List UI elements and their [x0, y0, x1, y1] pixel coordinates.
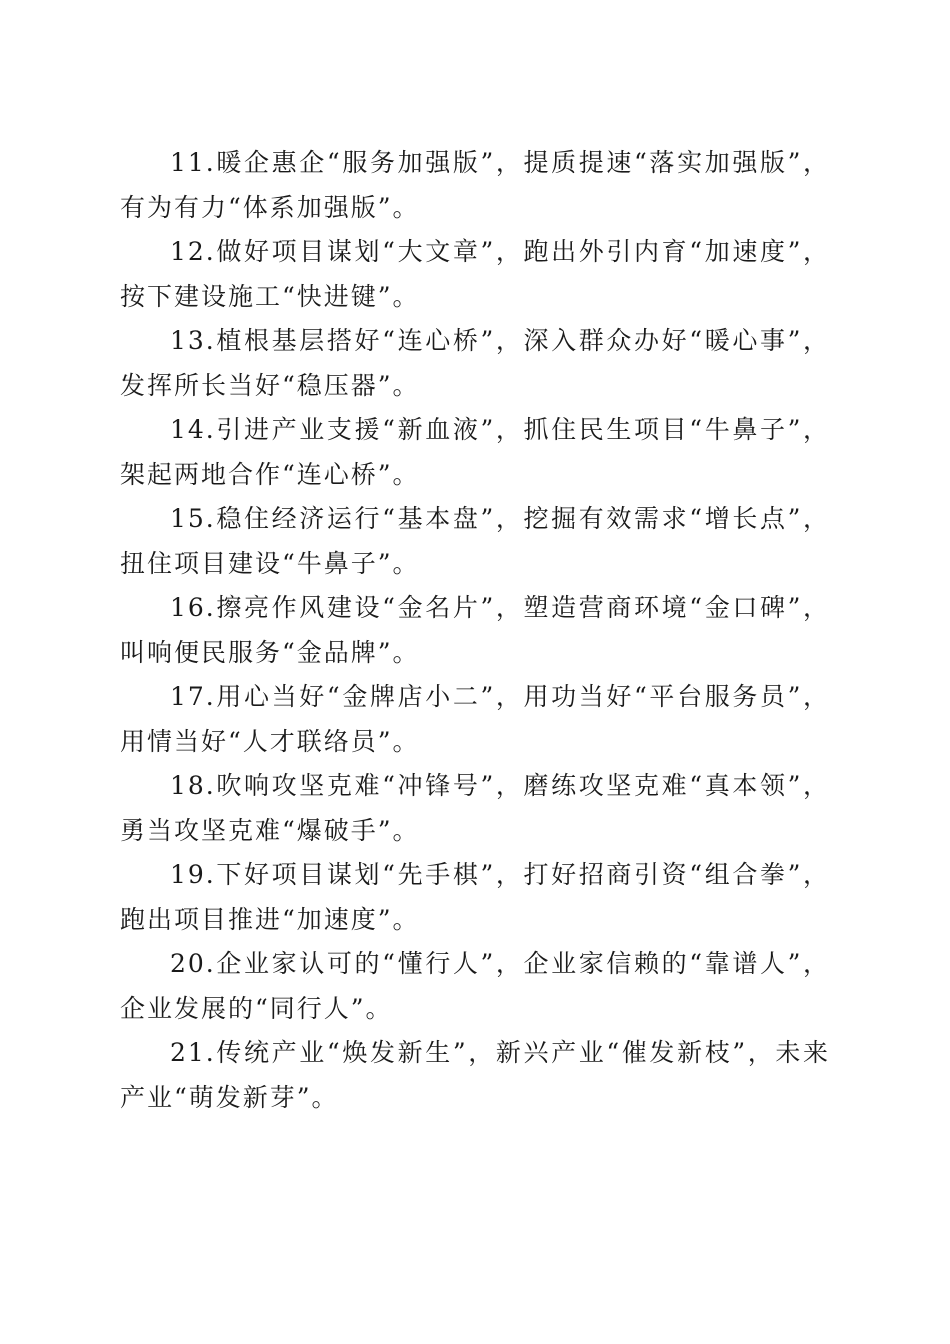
- paragraph-12: 12.做好项目谋划“大文章”，跑出外引内育“加速度”，按下建设施工“快进键”。: [120, 237, 830, 311]
- paragraph-17: 17.用心当好“金牌店小二”，用功当好“平台服务员”，用情当好“人才联络员”。: [120, 682, 830, 756]
- paragraph-15: 15.稳住经济运行“基本盘”，挖掘有效需求“增长点”，扭住项目建设“牛鼻子”。: [120, 504, 830, 578]
- paragraph-18: 18.吹响攻坚克难“冲锋号”，磨练攻坚克难“真本领”，勇当攻坚克难“爆破手”。: [120, 771, 830, 845]
- paragraph-21: 21.传统产业“焕发新生”，新兴产业“催发新枝”，未来产业“萌发新芽”。: [120, 1038, 830, 1112]
- paragraph-14: 14.引进产业支援“新血液”，抓住民生项目“牛鼻子”，架起两地合作“连心桥”。: [120, 415, 830, 489]
- paragraph-13: 13.植根基层搭好“连心桥”，深入群众办好“暖心事”，发挥所长当好“稳压器”。: [120, 326, 830, 400]
- paragraph-19: 19.下好项目谋划“先手棋”，打好招商引资“组合拳”，跑出项目推进“加速度”。: [120, 860, 830, 934]
- paragraph-20: 20.企业家认可的“懂行人”，企业家信赖的“靠谱人”，企业发展的“同行人”。: [120, 949, 830, 1023]
- document-body: [120, 141, 830, 1120]
- paragraph-16: 16.擦亮作风建设“金名片”，塑造营商环境“金口碑”，叫响便民服务“金品牌”。: [120, 593, 830, 667]
- paragraph-11: 11.暖企惠企“服务加强版”，提质提速“落实加强版”，有为有力“体系加强版”。: [120, 148, 830, 222]
